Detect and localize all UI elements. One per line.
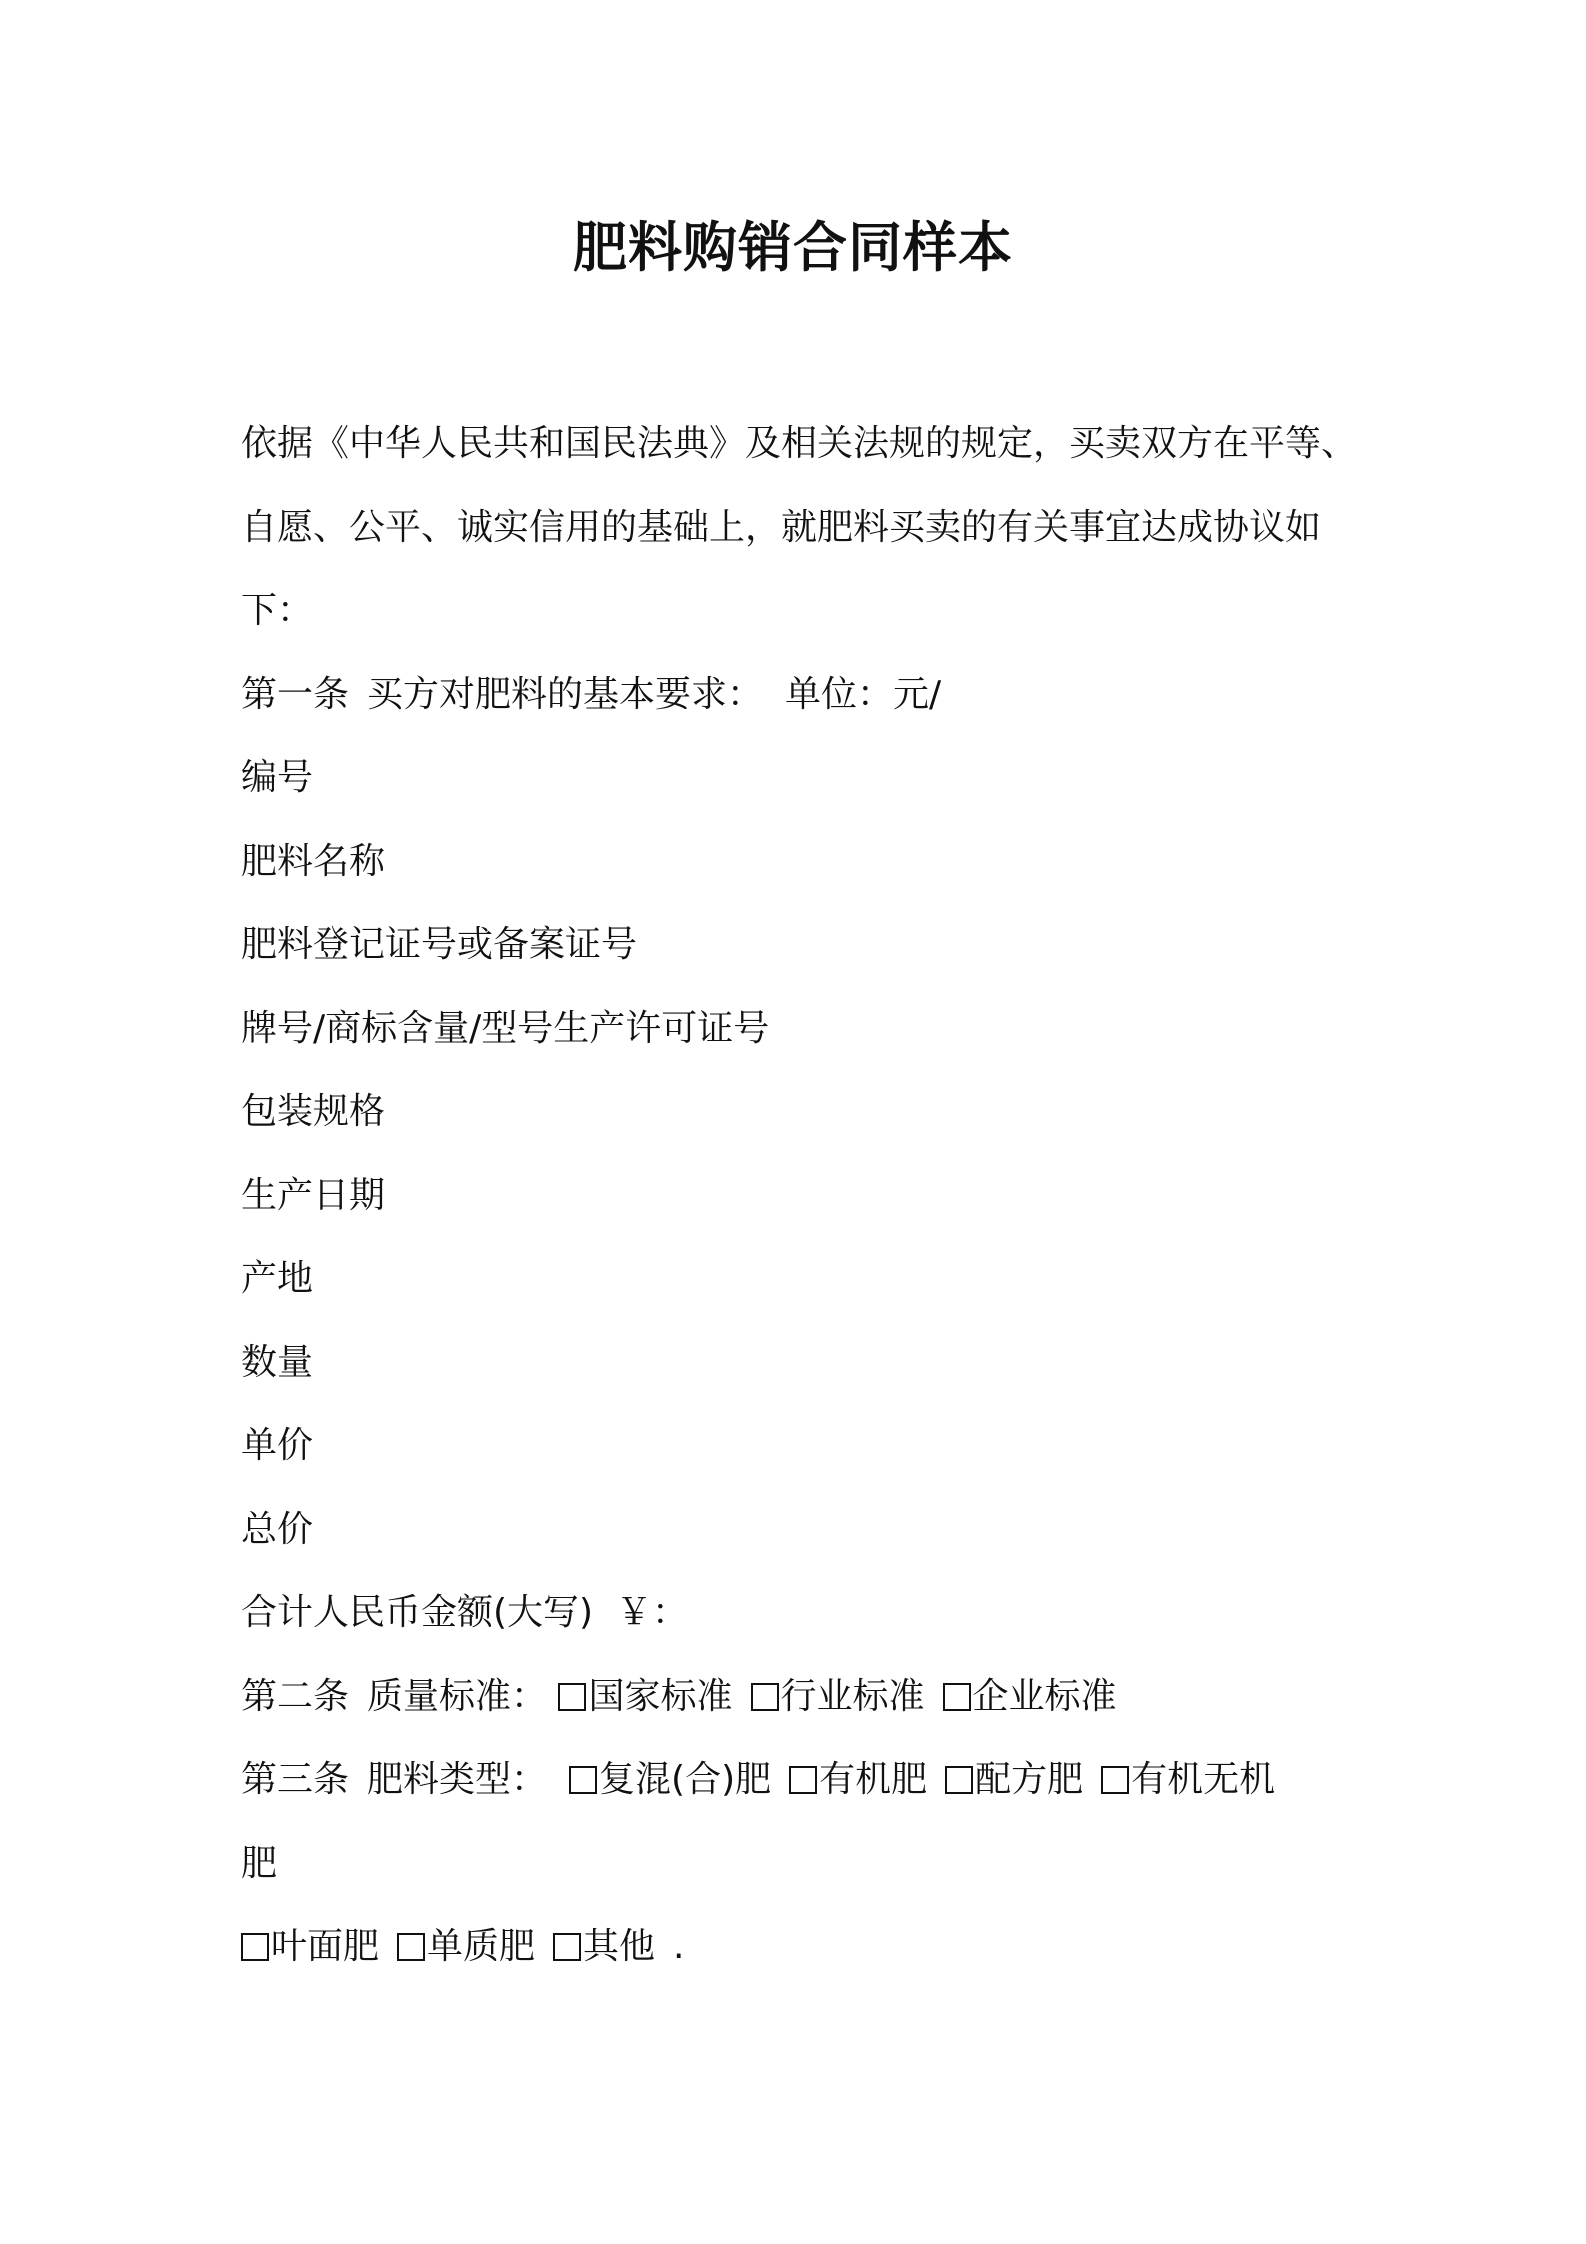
field-label-brand: 牌号/商标含量/型号生产许可证号 [241, 1007, 770, 1049]
checkbox-icon[interactable] [241, 1933, 269, 1961]
field-label-production-date: 生产日期 [241, 1174, 386, 1216]
field-label-quantity: 数量 [241, 1341, 314, 1383]
checkbox-icon[interactable] [558, 1683, 586, 1711]
trailing-period: . [673, 1926, 685, 1967]
intro-line: 下： [241, 590, 314, 631]
checkbox-option[interactable] [397, 1905, 535, 1989]
field-label-total-price: 总价 [241, 1508, 314, 1550]
article-1-heading: 第一条 [241, 673, 350, 715]
checkbox-label: 国家标准 [588, 1675, 733, 1717]
checkbox-option[interactable] [789, 1738, 927, 1822]
checkbox-label: 企业标准 [972, 1675, 1117, 1717]
checkbox-icon[interactable] [943, 1683, 971, 1711]
field-label-total-amount: 合计人民币金额(大写) ￥： [241, 1592, 688, 1633]
checkbox-icon[interactable] [945, 1766, 973, 1794]
checkbox-option[interactable] [558, 1655, 732, 1739]
field-label-name: 肥料名称 [241, 840, 386, 882]
field-label-number: 编号 [241, 757, 314, 798]
checkbox-icon[interactable] [553, 1933, 581, 1961]
article-3-text: 肥料类型： [367, 1759, 548, 1800]
article-1-text: 买方对肥料的基本要求： [367, 673, 764, 715]
article-2 [241, 1655, 1361, 1739]
article-2-heading: 第二条 [241, 1675, 350, 1717]
checkbox-label: 行业标准 [780, 1675, 925, 1717]
article-3-heading: 第三条 [241, 1759, 350, 1800]
field-label-registration: 肥料登记证号或备案证号 [241, 924, 638, 965]
checkbox-option[interactable] [569, 1738, 771, 1822]
checkbox-option[interactable] [1101, 1738, 1275, 1822]
article-3-continuation: 肥 [241, 1842, 278, 1884]
intro-line: 自愿、公平、诚实信用的基础上，就肥料买卖的有关事宜达成协议如 [241, 506, 1322, 548]
checkbox-label: 单质肥 [427, 1926, 536, 1967]
checkbox-label: 其他 [583, 1926, 656, 1967]
checkbox-option[interactable] [241, 1905, 379, 1989]
article-1-unit: 单位：元/ [785, 673, 942, 715]
article-3-options-line2 [241, 1905, 1361, 1989]
article-1 [241, 653, 1361, 737]
checkbox-option[interactable] [751, 1655, 925, 1739]
document-title: 肥料购销合同样本 [573, 216, 1013, 279]
checkbox-option[interactable] [553, 1905, 655, 1989]
article-2-text: 质量标准： [367, 1675, 548, 1717]
checkbox-option[interactable] [945, 1738, 1083, 1822]
checkbox-icon[interactable] [751, 1683, 779, 1711]
checkbox-icon[interactable] [397, 1933, 425, 1961]
checkbox-icon[interactable] [1101, 1766, 1129, 1794]
intro-line: 依据《中华人民共和国民法典》及相关法规的规定，买卖双方在平等、 [241, 423, 1358, 464]
checkbox-label: 有机无机 [1131, 1759, 1276, 1800]
field-label-unit-price: 单价 [241, 1425, 314, 1466]
checkbox-label: 叶面肥 [271, 1926, 380, 1967]
document-body [241, 402, 1361, 1989]
article-3 [241, 1738, 1361, 1822]
field-label-origin: 产地 [241, 1258, 314, 1299]
checkbox-label: 复混(合)肥 [599, 1759, 772, 1800]
checkbox-icon[interactable] [569, 1766, 597, 1794]
checkbox-option[interactable] [943, 1655, 1117, 1739]
checkbox-label: 有机肥 [819, 1759, 928, 1800]
checkbox-label: 配方肥 [975, 1759, 1084, 1800]
field-label-packaging: 包装规格 [241, 1091, 386, 1132]
checkbox-icon[interactable] [789, 1766, 817, 1794]
